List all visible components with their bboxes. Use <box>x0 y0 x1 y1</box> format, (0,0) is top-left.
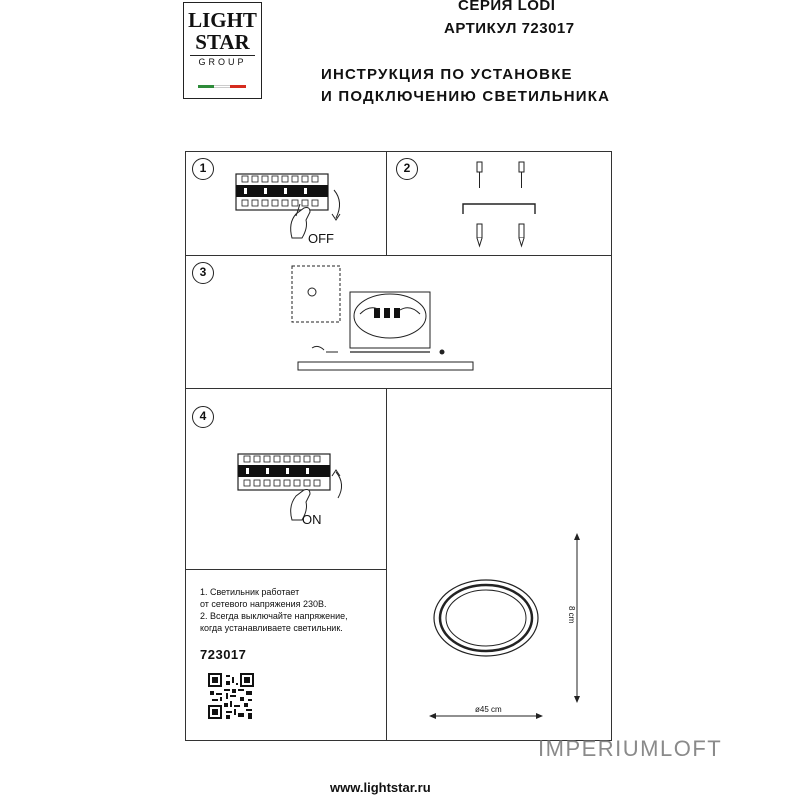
instruction-title-line1: ИНСТРУКЦИЯ ПО УСТАНОВКЕ <box>321 66 573 83</box>
italian-flag-icon <box>198 85 246 88</box>
off-label: OFF <box>308 231 334 246</box>
step-number-2: 2 <box>396 158 418 180</box>
mounting-bracket-illustration <box>455 158 545 250</box>
series-label: СЕРИЯ LODI <box>458 0 556 14</box>
height-dimension-label: 8 cm <box>567 606 576 624</box>
on-label: ON <box>302 512 322 527</box>
note-line-1: 1. Светильник работает <box>200 587 300 597</box>
logo-word-group: GROUP <box>190 55 255 67</box>
instruction-title-line2: И ПОДКЛЮЧЕНИЮ СВЕТИЛЬНИКА <box>321 88 611 105</box>
fixture-dimension-drawing <box>420 530 600 730</box>
note-line-2: от сетевого напряжения 230В. <box>200 599 327 609</box>
imperiumloft-watermark <box>538 736 722 762</box>
step-number-3: 3 <box>192 262 214 284</box>
article-code: 723017 <box>200 647 247 662</box>
watermark-part-1: IMPERIUM <box>538 736 660 761</box>
wiring-connection-illustration <box>290 264 480 380</box>
note-line-4: когда устанавливаете светильник. <box>200 623 343 633</box>
step-number-4: 4 <box>192 406 214 428</box>
breaker-on-illustration <box>232 448 352 528</box>
article-label: АРТИКУЛ 723017 <box>444 20 575 37</box>
step-number-1: 1 <box>192 158 214 180</box>
note-line-3: 2. Всегда выключайте напряжение, <box>200 611 348 621</box>
logo-word-star: STAR <box>195 30 250 54</box>
diameter-dimension-label: ø45 cm <box>475 705 502 714</box>
watermark-part-2: LOFT <box>660 736 723 761</box>
website-link[interactable]: www.lightstar.ru <box>330 780 431 795</box>
brand-logo <box>183 2 262 99</box>
qr-code-icon <box>208 673 254 719</box>
logo-word-light: LIGHT <box>188 8 257 32</box>
notes-text <box>200 586 380 634</box>
